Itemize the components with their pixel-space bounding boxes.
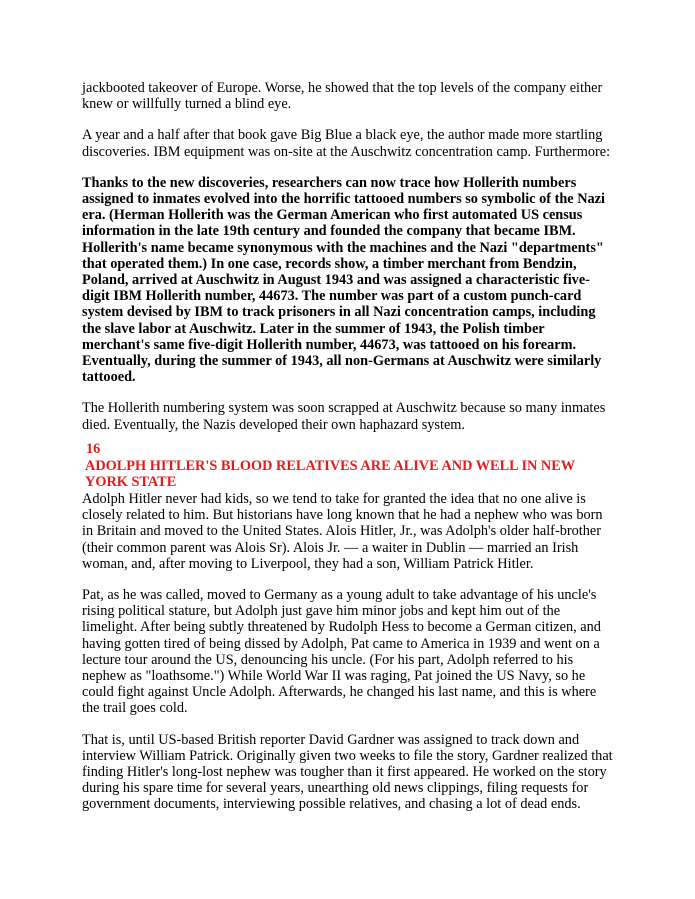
paragraph-ibm-takeover: jackbooted takeover of Europe. Worse, he showed that the top levels of the company either knew or willfully turned a blind eye. bbox=[82, 80, 603, 113]
paragraph-hitler-relatives: Adolph Hitler never had kids, so we tend to take for granted the idea that no one alive is closely related to him. But historians have long known that he had a nephew who was born in Britain and moved to the United States. Alois Hitler, Jr., was Adolph's older half-brother (their common parent was Alois Sr). Alois Jr. — a waiter in Dublin — married an Irish woman, and, after moving to Liverpool, they had a son, William Patrick Hitler. bbox=[82, 491, 603, 572]
section-title: ADOLPH HITLER'S BLOOD RELATIVES ARE ALIVE AND WELL IN NEW YORK STATE bbox=[85, 457, 575, 490]
paragraph-david-gardner: That is, until US-based British reporter David Gardner was assigned to track down and interview William Patrick. Originally given two weeks to file the story, Gardner realized that finding Hitler's long-lost nephew was tougher than it first appeared. He worked on the story during his spare time for several years, unearthing old news clippings, filing requests for government documents, interviewing possible relatives, and chasing a lot of dead ends. bbox=[82, 731, 613, 813]
section-number: 16 bbox=[86, 441, 101, 457]
paragraph-hollerith-quote: Thanks to the new discoveries, researchers can now trace how Hollerith numbers assigned to inmates evolved into the horrific tattooed numbers so symbolic of the Nazi era. (Herman Hollerith was the German American who first automated US census information in the late 19th century and founded the company that became IBM. Hollerith's name became synonymous with the machines and the Nazi "departments" that operated them.) In one case, records show, a timber merchant from Bendzin, Poland, arrived at Auschwitz in August 1943 and was assigned a characteristic five-digit IBM Hollerith number, 44673. The number was part of a custom punch-card system devised by IBM to track prisoners in all Nazi concentration camps, including the slave labor at Auschwitz. Later in the summer of 1943, the Polish timber merchant's same five-digit Hollerith number, 44673, was tattooed on his forearm. Eventually, during the summer of 1943, all non-Germans at Auschwitz were similarly tattooed. bbox=[82, 174, 605, 386]
document-body-bottom bbox=[82, 491, 614, 813]
paragraph-auschwitz-discoveries: A year and a half after that book gave Big Blue a black eye, the author made more startling discoveries. IBM equipment was on-site at the Auschwitz concentration camp. Furthermore: bbox=[82, 127, 611, 160]
section-heading bbox=[82, 441, 614, 491]
paragraph-pat-hitler: Pat, as he was called, moved to Germany as a young adult to take advantage of his uncle's rising political stature, but Adolph just gave him minor jobs and kept him out of the limelight. After being subtly threatened by Rudolph Hess to become a German citizen, and having gotten tired of being dissed by Adolph, Pat came to America in 1939 and went on a lecture tour around the US, denouncing his uncle. (For his part, Adolph referred to his nephew as "loathsome.") While World War II was raging, Pat joined the US Navy, so he could fight against Uncle Adolph. Afterwards, he changed his last name, and this is where the trail goes cold. bbox=[82, 587, 601, 717]
paragraph-numbering-scrapped: The Hollerith numbering system was soon scrapped at Auschwitz because so many inmates died. Eventually, the Nazis developed their own haphazard system. bbox=[82, 400, 606, 433]
document-body-top bbox=[82, 80, 614, 433]
